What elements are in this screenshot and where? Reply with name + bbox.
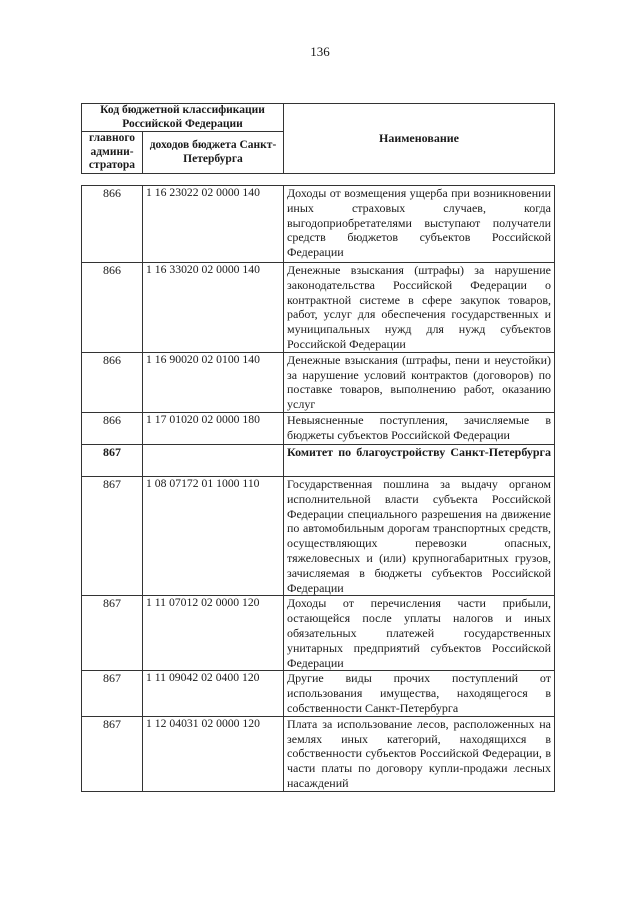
header-admin-column: главного админи-стратора <box>82 132 143 174</box>
name-cell: Денежные взыскания (штрафы) за нарушение законодательства Российской Федерации о контрактной системе в сфере закупок товаров, работ, услуг для обеспечения государственных и муниципальных нужд для нужд субъектов Российской Федерации <box>284 263 555 353</box>
name-cell: Денежные взыскания (штрафы, пени и неустойки) за нарушение условий контрактов (договоров) по поставке товаров, выполнению работ, оказанию услуг <box>284 352 555 412</box>
name-cell: Плата за использование лесов, расположенных на землях иных категорий, находящихся в собственности субъектов Российской Федерации, в части платы по договору купли-продажи лесных насаждений <box>284 716 555 791</box>
name-cell: Государственная пошлина за выдачу органом исполнительной власти субъекта Российской Федерации специального разрешения на движение по автомобильным дорогам транспортных средств, осуществляющих перевозки опасных, тяжеловесных и (или) крупногабаритных грузов, зачисляемая в бюджеты субъектов Российской Федерации <box>284 476 555 595</box>
admin-code-cell: 867 <box>82 476 143 595</box>
income-code-cell <box>143 444 284 476</box>
header-group-label: Код бюджетной классификации Российской Федерации <box>82 104 284 132</box>
income-code-cell: 1 08 07172 01 1000 110 <box>143 476 284 595</box>
admin-code-cell: 867 <box>82 596 143 671</box>
income-code-cell: 1 16 33020 02 0000 140 <box>143 263 284 353</box>
table-row <box>82 596 555 671</box>
admin-code-cell: 867 <box>82 716 143 791</box>
admin-code-cell: 867 <box>82 444 143 476</box>
income-code-cell: 1 16 90020 02 0100 140 <box>143 352 284 412</box>
budget-codes-table <box>81 185 555 792</box>
name-cell: Комитет по благоустройству Санкт-Петербурга <box>284 444 555 476</box>
name-cell: Доходы от перечисления части прибыли, остающейся после уплаты налогов и иных обязательных платежей государственных унитарных предприятий субъектов Российской Федерации <box>284 596 555 671</box>
header-income-column: доходов бюджета Санкт-Петербурга <box>143 132 284 174</box>
income-code-cell: 1 16 23022 02 0000 140 <box>143 186 284 263</box>
name-cell: Другие виды прочих поступлений от использования имущества, находящегося в собственности Санкт-Петербурга <box>284 671 555 716</box>
table-row <box>82 671 555 716</box>
table-row <box>82 412 555 444</box>
name-cell: Невыясненные поступления, зачисляемые в бюджеты субъектов Российской Федерации <box>284 412 555 444</box>
admin-code-cell: 866 <box>82 186 143 263</box>
income-code-cell: 1 17 01020 02 0000 180 <box>143 412 284 444</box>
table-row <box>82 263 555 353</box>
income-code-cell: 1 11 07012 02 0000 120 <box>143 596 284 671</box>
admin-code-cell: 866 <box>82 412 143 444</box>
table-header <box>81 103 555 174</box>
table-row <box>82 186 555 263</box>
page-number: 136 <box>310 44 330 59</box>
admin-code-cell: 867 <box>82 671 143 716</box>
table-row <box>82 444 555 476</box>
income-code-cell: 1 11 09042 02 0400 120 <box>143 671 284 716</box>
admin-code-cell: 866 <box>82 263 143 353</box>
table-row <box>82 716 555 791</box>
admin-code-cell: 866 <box>82 352 143 412</box>
income-code-cell: 1 12 04031 02 0000 120 <box>143 716 284 791</box>
table-row <box>82 476 555 595</box>
name-cell: Доходы от возмещения ущерба при возникновении иных страховых случаев, когда выгодоприобретателями выступают получатели средств бюджетов субъектов Российской Федерации <box>284 186 555 263</box>
header-name-column: Наименование <box>284 104 555 174</box>
table-row <box>82 352 555 412</box>
